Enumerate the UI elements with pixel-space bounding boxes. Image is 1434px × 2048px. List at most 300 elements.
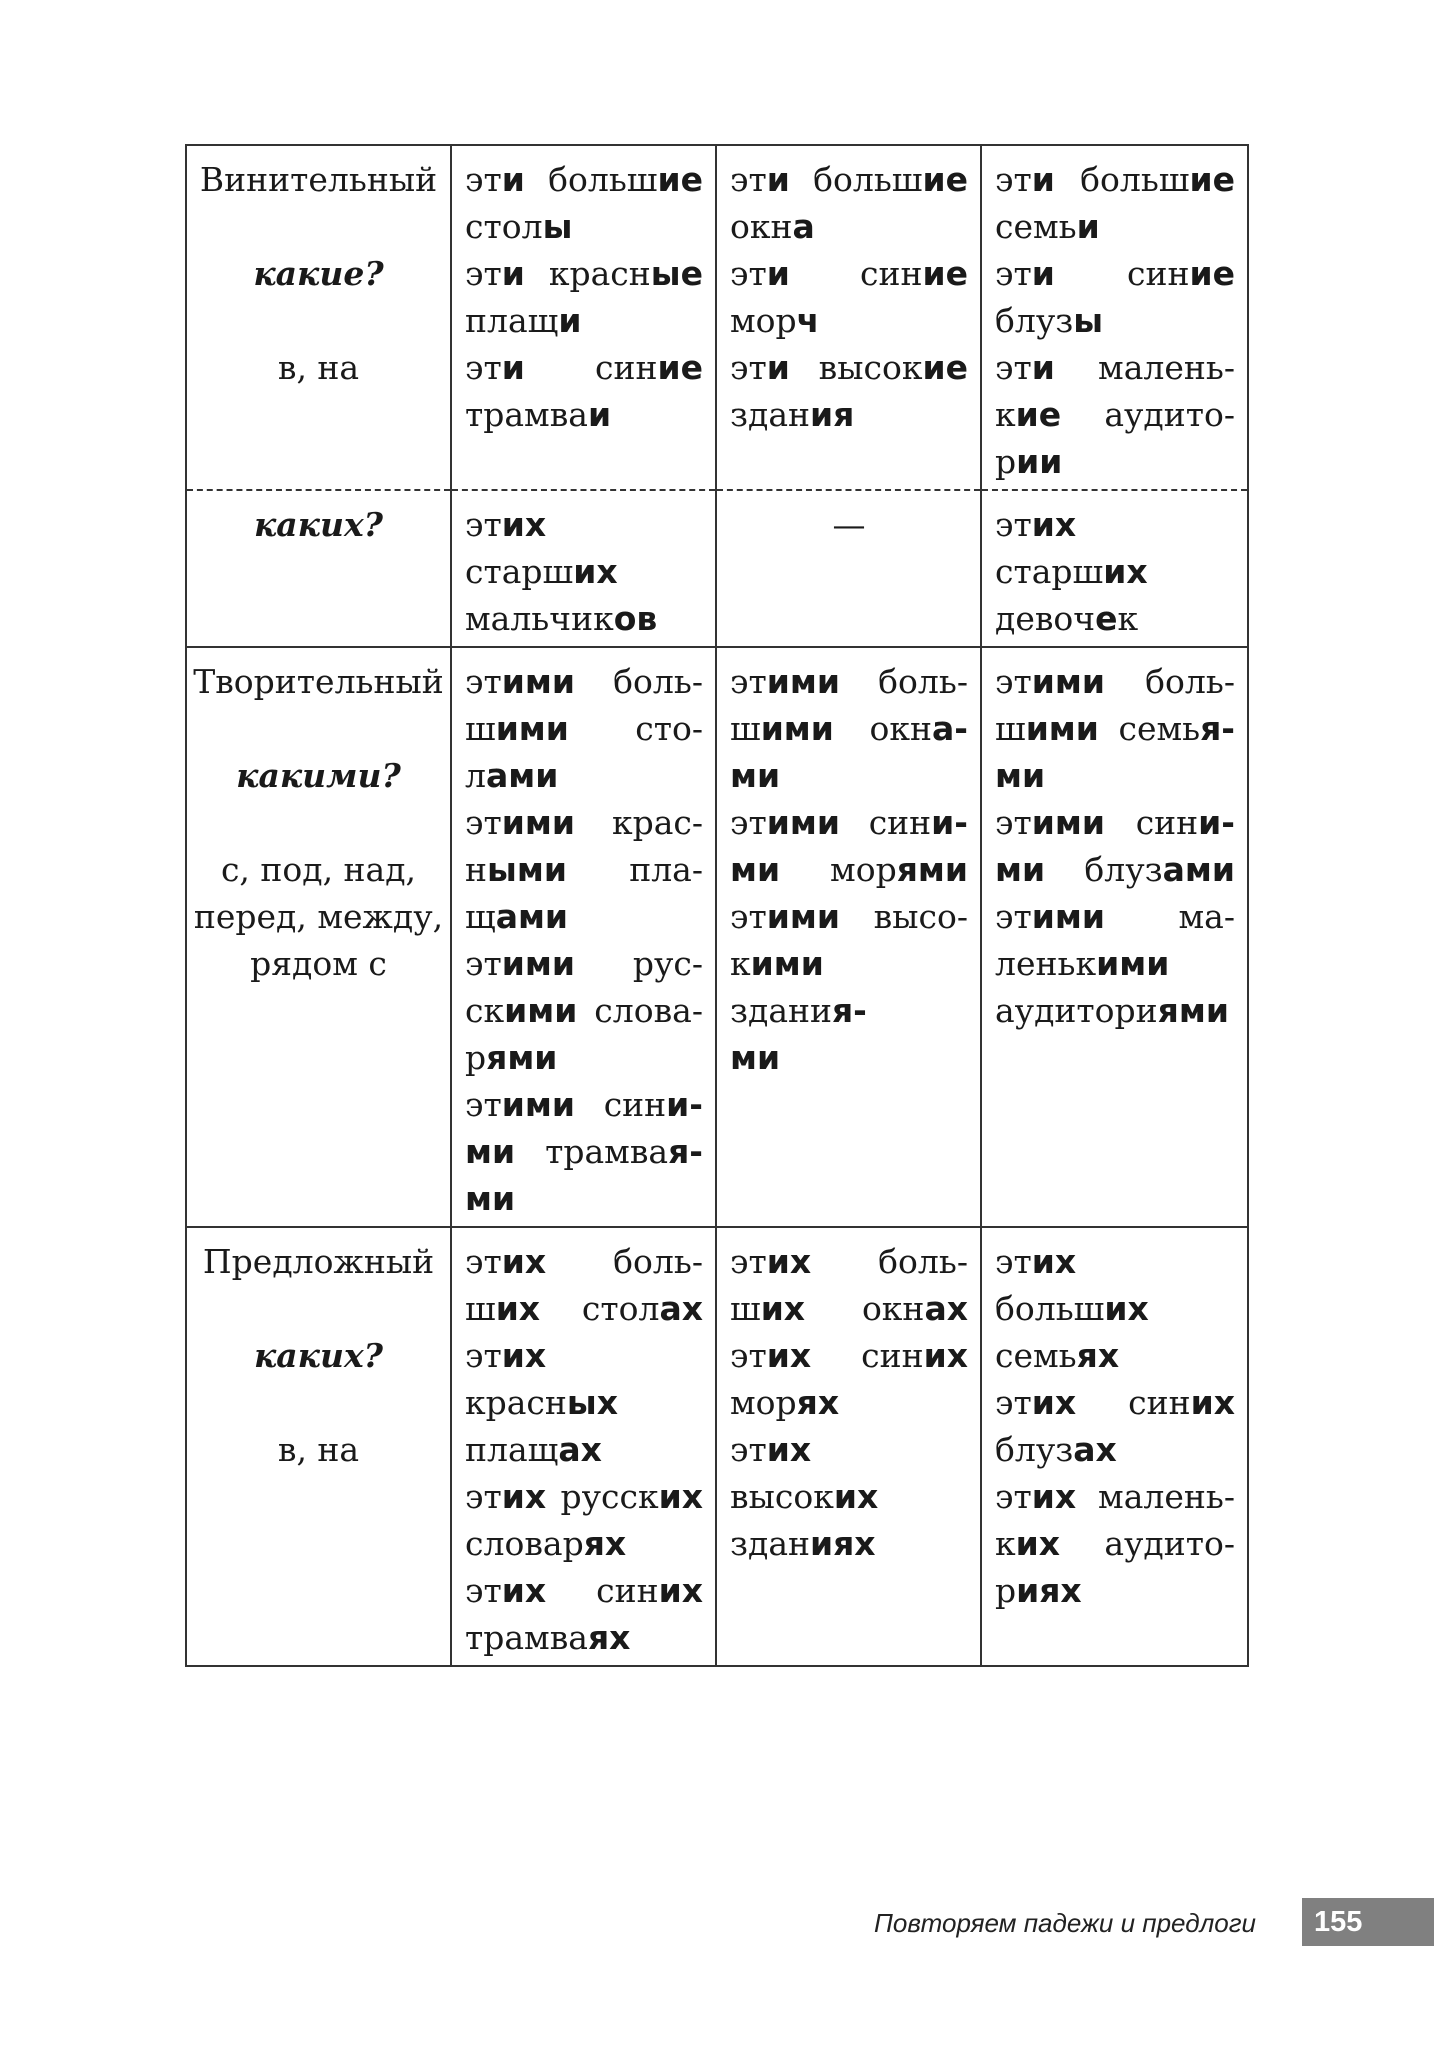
cell-prepositional-masculine xyxy=(451,1227,716,1666)
stem-segment: син xyxy=(546,1571,659,1610)
ending-segment: их xyxy=(501,1477,547,1516)
ending-segment: их xyxy=(1103,552,1148,591)
example-line xyxy=(730,705,968,752)
stem-segment: эт xyxy=(465,1336,502,1375)
cell-accusative-animate-masculine xyxy=(451,490,716,647)
ending-segment: ие xyxy=(922,348,968,387)
stem-segment: эт xyxy=(995,1242,1032,1281)
stem-segment: стол xyxy=(540,1289,660,1328)
ending-segment: ими xyxy=(1025,709,1099,748)
case-name: Винительный xyxy=(199,160,438,199)
ending-segment: ие xyxy=(922,160,968,199)
row-instrumental xyxy=(186,647,1248,1227)
empty-dash: — xyxy=(832,505,866,544)
stem-segment: плащ xyxy=(465,301,559,340)
example-line xyxy=(995,297,1235,344)
cell-accusative-neuter xyxy=(716,145,981,490)
case-prepositions: в, на xyxy=(277,348,360,387)
example-line xyxy=(730,752,968,799)
ending-segment: ие xyxy=(657,160,703,199)
case-question: каких? xyxy=(253,505,384,544)
ending-segment: ие xyxy=(1015,395,1062,434)
stem-segment: эт xyxy=(465,254,502,293)
case-cell-accusative-animate xyxy=(186,490,451,647)
ending-segment: ах xyxy=(1073,1430,1117,1469)
example-line xyxy=(465,203,703,250)
ending-segment: ими xyxy=(504,991,578,1030)
cell-prepositional-feminine xyxy=(981,1227,1248,1666)
example-line xyxy=(465,344,703,391)
cell-prepositional-neuter xyxy=(716,1227,981,1666)
case-prepositions-line: с, под, над, xyxy=(220,850,417,889)
ending-segment: ями xyxy=(1157,991,1229,1030)
stem-segment: щ xyxy=(465,897,496,936)
stem-segment: слова- xyxy=(577,991,703,1030)
example-line xyxy=(730,1285,968,1332)
ending-segment: их xyxy=(833,1477,879,1516)
ending-segment: и xyxy=(766,254,790,293)
stem-segment: красн xyxy=(524,254,651,293)
example-line xyxy=(465,391,703,438)
stem-segment: мальчик xyxy=(465,599,614,638)
stem-segment: син xyxy=(524,348,658,387)
stem-segment: ск xyxy=(465,991,505,1030)
ending-segment: ч xyxy=(796,301,820,340)
stem-segment: аудито- xyxy=(1061,395,1235,434)
stem-segment: ш xyxy=(465,1289,496,1328)
ending-segment: их xyxy=(1104,1289,1149,1328)
stem-segment: окн xyxy=(833,709,933,748)
declension-table xyxy=(185,144,1249,1667)
row-accusative-animate xyxy=(186,490,1248,647)
stem-segment: ш xyxy=(730,709,761,748)
example-line xyxy=(995,1379,1235,1426)
footer-section-title: Повторяем падежи и предлоги xyxy=(874,1908,1256,1938)
case-name: Предложный xyxy=(202,1242,435,1281)
stem-segment: аудитори xyxy=(995,991,1158,1030)
ending-segment: я- xyxy=(1200,709,1235,748)
example-line xyxy=(995,438,1235,485)
ending-segment: ие xyxy=(1189,254,1235,293)
stem-segment: трамва xyxy=(465,1618,588,1657)
stem-segment: син xyxy=(1104,803,1199,842)
stem-segment: эт xyxy=(465,160,502,199)
stem-segment: эт xyxy=(730,1242,767,1281)
stem-segment: мор xyxy=(780,850,897,889)
stem-segment: боль- xyxy=(574,662,703,701)
example-line xyxy=(465,1238,703,1285)
stem-segment: боль- xyxy=(811,1242,968,1281)
stem-segment: высо- xyxy=(839,897,968,936)
ending-segment: ов xyxy=(613,599,658,638)
stem-segment: син xyxy=(789,254,923,293)
ending-segment: е xyxy=(1095,599,1118,638)
ending-segment: их xyxy=(1031,1383,1077,1422)
case-prepositions-line: перед, между, xyxy=(193,897,444,936)
ending-segment: ими xyxy=(1096,944,1170,983)
stem-segment: эт xyxy=(730,897,767,936)
example-line xyxy=(730,391,968,438)
case-name: Творительный xyxy=(193,662,444,701)
stem-segment: эт xyxy=(465,1571,502,1610)
example-line xyxy=(995,501,1235,595)
example-line xyxy=(995,705,1235,752)
example-line xyxy=(995,1520,1235,1567)
stem-segment: эт xyxy=(995,803,1032,842)
stem-segment: ш xyxy=(465,709,496,748)
stem-segment: стол xyxy=(465,207,543,246)
ending-segment: ими xyxy=(760,709,834,748)
example-line xyxy=(995,1238,1235,1332)
ending-segment: ими xyxy=(766,897,840,936)
stem-segment: син xyxy=(839,803,932,842)
example-line xyxy=(995,752,1235,799)
stem-segment: блуз xyxy=(1045,850,1163,889)
stem-segment: р xyxy=(995,1571,1017,1610)
stem-segment: эт xyxy=(995,897,1032,936)
ending-segment: ими xyxy=(766,803,840,842)
stem-segment: здани xyxy=(730,991,832,1030)
example-line xyxy=(465,658,703,705)
ending-segment: ями xyxy=(896,850,968,889)
example-line xyxy=(465,1081,703,1128)
case-prepositions: в, на xyxy=(277,1430,360,1469)
ending-segment: иях xyxy=(1016,1571,1082,1610)
stem-segment: красн xyxy=(465,1383,567,1422)
stem-segment: к xyxy=(995,395,1016,434)
stem-segment: р xyxy=(465,1038,487,1077)
stem-segment: эт xyxy=(995,1477,1032,1516)
stem-segment: эт xyxy=(465,1242,502,1281)
stem-segment: крас- xyxy=(574,803,703,842)
stem-segment: русск xyxy=(546,1477,659,1516)
ending-segment: их xyxy=(1031,505,1077,544)
example-line xyxy=(995,1567,1235,1614)
stem-segment: семь xyxy=(995,207,1077,246)
stem-segment: больш xyxy=(1054,160,1190,199)
ending-segment: ых xyxy=(566,1383,619,1422)
stem-segment: эт xyxy=(730,1430,767,1469)
example-line xyxy=(465,297,703,344)
ending-segment: ми xyxy=(730,1038,781,1077)
stem-segment: эт xyxy=(995,505,1032,544)
example-line xyxy=(730,799,968,846)
example-line xyxy=(730,1332,968,1379)
example-line xyxy=(730,203,968,250)
stem-segment: трамва xyxy=(515,1132,669,1171)
ending-segment: их xyxy=(495,1289,541,1328)
stem-segment: ма- xyxy=(1104,897,1235,936)
row-accusative xyxy=(186,145,1248,490)
example-line xyxy=(465,250,703,297)
example-line xyxy=(730,344,968,391)
example-line xyxy=(465,595,703,642)
stem-segment: высок xyxy=(730,1477,834,1516)
case-question: каких? xyxy=(253,1336,384,1375)
ending-segment: ими xyxy=(1031,662,1105,701)
stem-segment: старш xyxy=(995,552,1104,591)
stem-segment: син xyxy=(1076,1383,1191,1422)
ending-segment: ими xyxy=(750,944,824,983)
ending-segment: ях xyxy=(1076,1336,1120,1375)
example-line xyxy=(465,1128,703,1175)
stem-segment: эт xyxy=(465,505,502,544)
example-line xyxy=(730,893,968,940)
stem-segment: девоч xyxy=(995,599,1096,638)
stem-segment: эт xyxy=(730,348,767,387)
ending-segment: ими xyxy=(1031,803,1105,842)
stem-segment: трамва xyxy=(465,395,588,434)
stem-segment: син xyxy=(811,1336,924,1375)
ending-segment: их xyxy=(766,1336,812,1375)
example-line xyxy=(995,846,1235,893)
stem-segment: эт xyxy=(995,1383,1032,1422)
ending-segment: ы xyxy=(542,207,573,246)
example-line xyxy=(995,799,1235,846)
example-line xyxy=(465,156,703,203)
ending-segment: ми xyxy=(995,850,1046,889)
ending-segment: и xyxy=(1031,254,1055,293)
example-line xyxy=(465,1520,703,1567)
stem-segment: эт xyxy=(730,254,767,293)
ending-segment: иях xyxy=(810,1524,876,1563)
case-question: какие? xyxy=(253,254,384,293)
example-line xyxy=(465,1614,703,1661)
ending-segment: и xyxy=(501,348,525,387)
example-line xyxy=(995,1473,1235,1520)
stem-segment: боль- xyxy=(1104,662,1235,701)
ending-segment: ях xyxy=(587,1618,631,1657)
ending-segment: их xyxy=(501,505,547,544)
stem-segment: эт xyxy=(465,662,502,701)
stem-segment: эт xyxy=(465,1085,502,1124)
stem-segment: эт xyxy=(465,348,502,387)
ending-segment: ие xyxy=(1189,160,1235,199)
cell-instrumental-neuter xyxy=(716,647,981,1227)
ending-segment: ими xyxy=(501,944,575,983)
example-line xyxy=(995,893,1235,940)
ending-segment: я- xyxy=(668,1132,703,1171)
ending-segment: и- xyxy=(666,1085,703,1124)
example-line xyxy=(465,1285,703,1332)
ending-segment: ах xyxy=(558,1430,602,1469)
ending-segment: а xyxy=(792,207,815,246)
example-line xyxy=(730,297,968,344)
ending-segment: их xyxy=(501,1571,547,1610)
stem-segment: малень- xyxy=(1076,1477,1235,1516)
example-line xyxy=(465,846,703,893)
stem-segment: эт xyxy=(995,662,1032,701)
example-line xyxy=(465,940,703,987)
ending-segment: их xyxy=(1015,1524,1061,1563)
ending-segment: их xyxy=(1190,1383,1235,1422)
stem-segment: эт xyxy=(465,944,502,983)
stem-segment: словар xyxy=(465,1524,584,1563)
stem-segment: син xyxy=(574,1085,667,1124)
ending-segment: и xyxy=(1031,160,1055,199)
stem-segment: эт xyxy=(465,803,502,842)
ending-segment: ами xyxy=(485,756,559,795)
stem-segment: рус- xyxy=(574,944,703,983)
ending-segment: и- xyxy=(1198,803,1235,842)
ending-segment: ми xyxy=(995,756,1046,795)
example-line xyxy=(995,344,1235,391)
example-line xyxy=(465,893,703,940)
page-number: 155 xyxy=(1302,1898,1434,1946)
ending-segment: ые xyxy=(650,254,703,293)
example-line xyxy=(995,1332,1235,1379)
row-prepositional xyxy=(186,1227,1248,1666)
stem-segment: л xyxy=(465,756,486,795)
example-line xyxy=(730,1379,968,1426)
ending-segment: и xyxy=(501,254,525,293)
ending-segment: ии xyxy=(1016,442,1063,481)
stem-segment: эт xyxy=(995,348,1032,387)
ending-segment: и xyxy=(766,348,790,387)
ending-segment: ях xyxy=(796,1383,840,1422)
ending-segment: ами xyxy=(1162,850,1235,889)
example-line xyxy=(730,1238,968,1285)
ending-segment: ях xyxy=(583,1524,627,1563)
example-line xyxy=(995,156,1235,203)
example-line xyxy=(730,658,968,705)
stem-segment: эт xyxy=(730,662,767,701)
ending-segment: их xyxy=(760,1289,806,1328)
stem-segment: высок xyxy=(789,348,923,387)
ending-segment: ими xyxy=(766,662,840,701)
ending-segment: их xyxy=(501,1336,547,1375)
case-question: какими? xyxy=(236,756,401,795)
stem-segment: блуз xyxy=(995,301,1074,340)
example-line xyxy=(995,250,1235,297)
ending-segment: и xyxy=(587,395,612,434)
example-line xyxy=(465,1175,703,1222)
example-line xyxy=(995,987,1235,1034)
cell-accusative-feminine xyxy=(981,145,1248,490)
cell-instrumental-masculine xyxy=(451,647,716,1227)
stem-segment: ш xyxy=(995,709,1026,748)
ending-segment: их xyxy=(573,552,618,591)
ending-segment: и xyxy=(501,160,525,199)
ending-segment: ями xyxy=(486,1038,558,1077)
example-line xyxy=(465,799,703,846)
ending-segment: ими xyxy=(1031,897,1105,936)
stem-segment: боль- xyxy=(839,662,968,701)
stem-segment: эт xyxy=(730,803,767,842)
example-line xyxy=(465,1473,703,1520)
ending-segment: ми xyxy=(465,1132,516,1171)
stem-segment: семь xyxy=(1098,709,1201,748)
ending-segment: ми xyxy=(730,850,781,889)
ending-segment: ми xyxy=(465,1179,516,1218)
stem-segment: эт xyxy=(995,254,1032,293)
example-line xyxy=(995,1426,1235,1473)
ending-segment: ми xyxy=(730,756,781,795)
case-cell-instrumental xyxy=(186,647,451,1227)
case-prepositions-line: рядом с xyxy=(250,944,387,983)
example-line xyxy=(730,1520,968,1567)
ending-segment: и xyxy=(1031,348,1055,387)
stem-segment: сто- xyxy=(568,709,703,748)
stem-segment: к xyxy=(995,1524,1016,1563)
stem-segment: здан xyxy=(730,395,810,434)
example-line xyxy=(465,752,703,799)
ending-segment: их xyxy=(658,1571,703,1610)
stem-segment: син xyxy=(1054,254,1190,293)
example-line xyxy=(995,391,1235,438)
example-line xyxy=(995,203,1235,250)
case-cell-prepositional xyxy=(186,1227,451,1666)
example-line xyxy=(730,250,968,297)
ending-segment: ие xyxy=(657,348,703,387)
stem-segment: больш xyxy=(995,1289,1105,1328)
stem-segment: леньк xyxy=(995,944,1097,983)
ending-segment: ами xyxy=(495,897,569,936)
ending-segment: и- xyxy=(931,803,968,842)
stem-segment: плащ xyxy=(465,1430,559,1469)
cell-accusative-animate-feminine xyxy=(981,490,1248,647)
stem-segment: ш xyxy=(730,1289,761,1328)
stem-segment: аудито- xyxy=(1060,1524,1235,1563)
example-line xyxy=(465,1567,703,1614)
ending-segment: их xyxy=(1031,1242,1077,1281)
example-line xyxy=(465,705,703,752)
ending-segment: я- xyxy=(831,991,867,1030)
example-line xyxy=(730,156,968,203)
ending-segment: ими xyxy=(495,709,569,748)
stem-segment: семь xyxy=(995,1336,1077,1375)
example-line xyxy=(465,1034,703,1081)
cell-instrumental-feminine xyxy=(981,647,1248,1227)
ending-segment: их xyxy=(766,1430,812,1469)
ending-segment: их xyxy=(1031,1477,1077,1516)
stem-segment: больш xyxy=(789,160,923,199)
stem-segment: к xyxy=(1117,599,1139,638)
stem-segment: эт xyxy=(995,160,1032,199)
example-line xyxy=(730,940,968,1034)
case-cell-accusative xyxy=(186,145,451,490)
ending-segment: и xyxy=(558,301,582,340)
ending-segment: и xyxy=(1076,207,1100,246)
ending-segment: ие xyxy=(922,254,968,293)
example-line xyxy=(730,1034,968,1081)
stem-segment: н xyxy=(465,850,487,889)
ending-segment: ими xyxy=(501,803,575,842)
ending-segment: и xyxy=(766,160,790,199)
example-line xyxy=(730,846,968,893)
example-line xyxy=(465,501,703,595)
ending-segment: а- xyxy=(932,709,968,748)
stem-segment: здан xyxy=(730,1524,810,1563)
stem-segment: боль- xyxy=(546,1242,703,1281)
ending-segment: ыми xyxy=(487,850,567,889)
stem-segment: к xyxy=(730,944,751,983)
ending-segment: ах xyxy=(924,1289,968,1328)
ending-segment: их xyxy=(766,1242,812,1281)
stem-segment: малень- xyxy=(1054,348,1235,387)
example-line xyxy=(465,1332,703,1426)
ending-segment: ими xyxy=(501,1085,575,1124)
stem-segment: мор xyxy=(730,301,797,340)
example-line xyxy=(730,1426,968,1520)
stem-segment: окн xyxy=(730,207,793,246)
stem-segment: больш xyxy=(524,160,658,199)
example-line xyxy=(995,940,1235,987)
stem-segment: старш xyxy=(465,552,574,591)
stem-segment: эт xyxy=(730,160,767,199)
ending-segment: их xyxy=(501,1242,547,1281)
ending-segment: их xyxy=(658,1477,703,1516)
